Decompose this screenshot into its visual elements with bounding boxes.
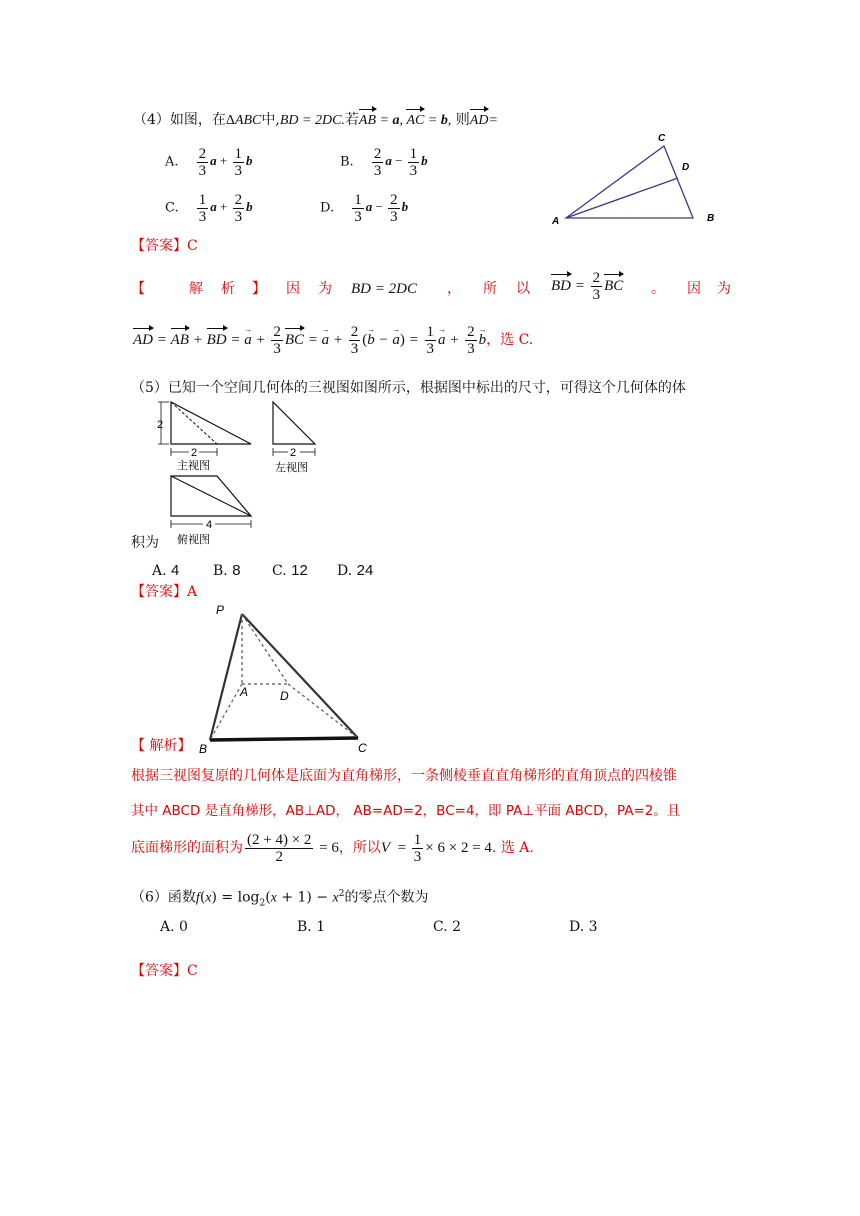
- q4-analysis-line1: 【 解 析 】 因 为 BD = 2DC ， 所 以 BD = $\frac{2}{3}$ BC 。 因 为: [131, 270, 731, 303]
- front-view: [157, 402, 251, 472]
- q5-analysis-label: 【 解析】: [131, 738, 192, 754]
- triangle-abc: [566, 146, 693, 218]
- q4-number: （4）: [133, 112, 170, 128]
- pyramid-label-c: C: [358, 741, 367, 755]
- q4-option-a[interactable]: A. $\frac{2}{3}$ a + $\frac{1}{3}$ b: [165, 146, 253, 179]
- side-view: [273, 402, 315, 474]
- q4-analysis-line2: AD = AB + BD = a → + $\frac{2}{3}$ BC = a → + $\frac{2}{3}$ (b → − a →) = $\frac{1}{3}$ a → + $\frac{2}{3}$ b →，选 C.: [133, 324, 533, 357]
- q5-option-c[interactable]: C. 12: [272, 562, 308, 579]
- svg-text:2: 2: [157, 419, 164, 431]
- q6-option-b[interactable]: B. 1: [297, 919, 326, 935]
- svg-text:4: 4: [206, 519, 213, 531]
- top-view: [171, 476, 251, 546]
- q6-option-d[interactable]: D. 3: [569, 919, 598, 935]
- svg-text:2: 2: [290, 447, 297, 459]
- label-a: A: [552, 216, 560, 227]
- segment-ad: [566, 178, 678, 218]
- pyramid-label-a: A: [240, 685, 249, 699]
- pyramid-label-d: D: [280, 689, 289, 703]
- q5-three-views-figure: [155, 396, 330, 546]
- q5-pyramid-figure: [196, 600, 376, 760]
- q6-option-c[interactable]: C. 2: [433, 919, 462, 935]
- svg-text:左视图: 左视图: [275, 461, 308, 474]
- q5-option-d[interactable]: D. 24: [337, 562, 374, 579]
- q5-option-b[interactable]: B. 8: [213, 562, 241, 579]
- q5-stem-end: 积为: [131, 535, 159, 551]
- svg-text:主视图: 主视图: [177, 459, 210, 472]
- svg-text:俯视图: 俯视图: [177, 533, 210, 546]
- q6-option-a[interactable]: A. 0: [160, 919, 188, 935]
- svg-text:2: 2: [191, 447, 198, 459]
- q4-option-b[interactable]: B. $\frac{2}{3}$ a − $\frac{1}{3}$ b: [340, 146, 428, 179]
- q6-stem: （6）函数$f(x) = \log_2(x + 1) - x^2$的零点个数为: [131, 889, 429, 909]
- q4-option-c[interactable]: C. $\frac{1}{3}$ a + $\frac{2}{3}$ b: [165, 192, 253, 225]
- q4-stem: （4）如图，在ΔABC中,BD = 2DC.若AB = a, AC = b, 则AD=: [133, 110, 498, 131]
- label-b: B: [707, 213, 715, 224]
- q4-triangle-figure: [550, 128, 725, 228]
- q4-answer: 【答案】C: [131, 238, 198, 254]
- q4-option-d[interactable]: D. $\frac{1}{3}$ a − $\frac{2}{3}$ b: [320, 192, 409, 225]
- label-c: C: [658, 133, 666, 144]
- label-d: D: [682, 162, 690, 173]
- q5-analysis-line2: 其中 ABCD 是直角梯形，AB⊥AD， AB=AD=2，BC=4，即 PA⊥平面 ABCD，PA=2。且: [131, 803, 681, 819]
- q5-option-a[interactable]: A. 4: [152, 562, 180, 579]
- q6-answer: 【答案】C: [131, 963, 198, 979]
- pyramid-label-b: B: [199, 742, 208, 756]
- pyramid-label-p: P: [216, 603, 225, 617]
- q5-analysis-line3: 底面梯形的面积为 $\frac{(2 + 4) \times 2}{2}$ = 6，所以V = $\frac{1}{3}$ × 6 × 2 = 4. 选 A.: [131, 832, 534, 865]
- q5-stem: （5）已知一个空间几何体的三视图如图所示，根据图中标出的尺寸，可得这个几何体的体: [131, 380, 686, 396]
- q5-answer: 【答案】A: [131, 584, 198, 600]
- q5-analysis-line1: 根据三视图复原的几何体是底面为直角梯形，一条侧棱垂直直角梯形的直角顶点的四棱锥: [131, 768, 677, 784]
